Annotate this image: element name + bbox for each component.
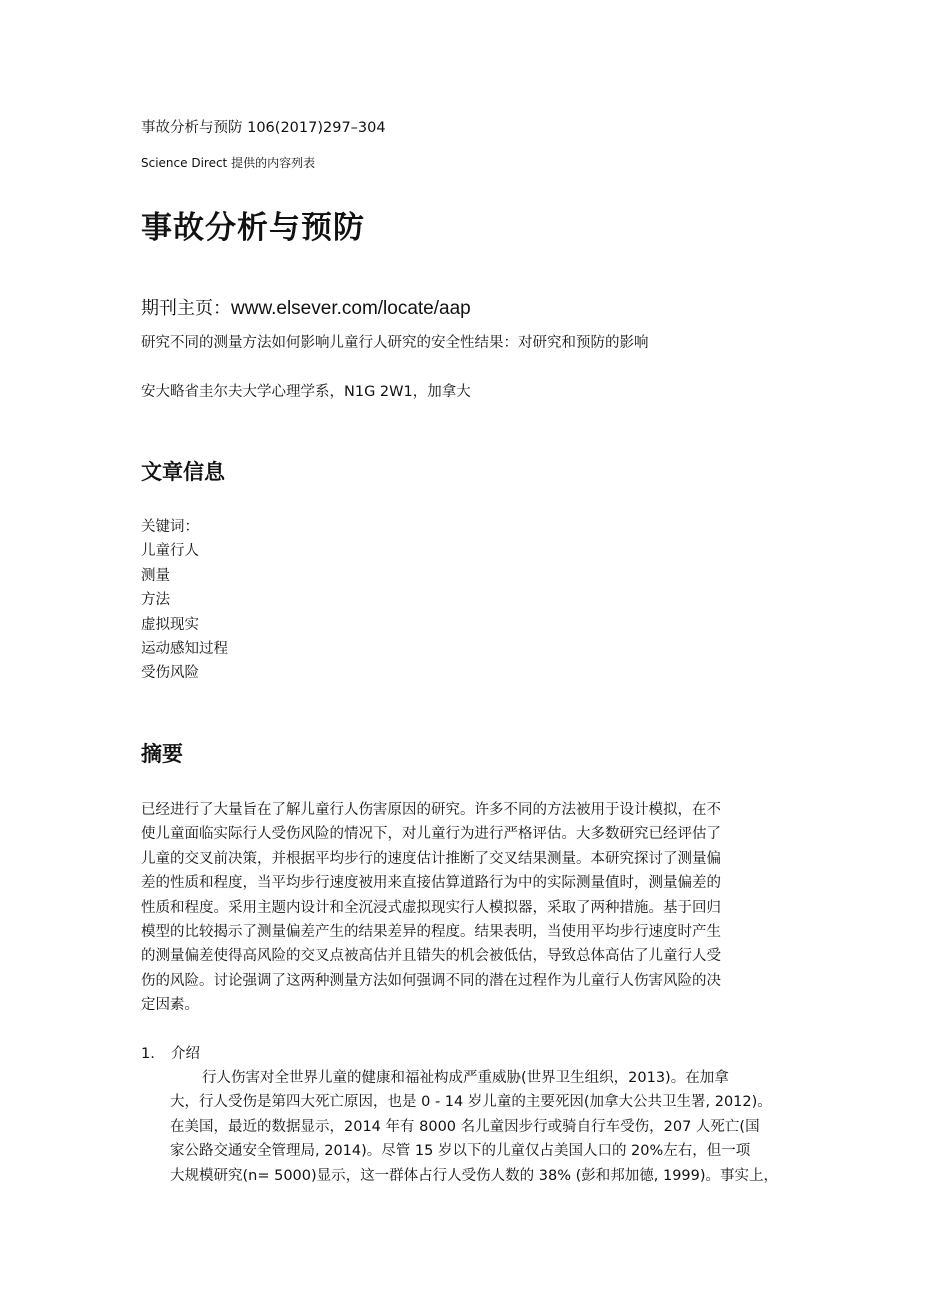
abstract-heading: 摘要 <box>141 742 183 766</box>
introduction-line: 大规模研究(n= 5000)显示，这一群体占行人受伤人数的 38% (彭和邦加德, 1999)。事实上， <box>170 1167 779 1184</box>
abstract-line: 定因素。 <box>141 997 199 1014</box>
keyword-item: 运动感知过程 <box>141 641 228 658</box>
abstract-line: 使儿童面临实际行人受伤风险的情况下，对儿童行为进行严格评估。大多数研究已经评估了 <box>141 826 721 843</box>
introduction-line: 在美国，最近的数据显示，2014 年有 8000 名儿童因步行或骑自行车受伤，207 人死亡(国 <box>170 1118 760 1135</box>
section-number: 1. <box>141 1046 155 1062</box>
abstract-line: 已经进行了大量旨在了解儿童行人伤害原因的研究。许多不同的方法被用于设计模拟，在不 <box>141 802 721 818</box>
introduction-line: 大，行人受伤是第四大死亡原因，也是 0 - 14 岁儿童的主要死因(加拿大公共卫生署, 2012)。 <box>170 1094 772 1111</box>
keyword-item: 虚拟现实 <box>141 616 199 633</box>
homepage-label: 期刊主页： <box>141 298 231 319</box>
article-title: 研究不同的测量方法如何影响儿童行人研究的安全性结果：对研究和预防的影响 <box>141 335 649 351</box>
section-title: 介绍 <box>171 1046 200 1062</box>
keyword-item: 测量 <box>141 567 170 584</box>
abstract-line: 伤的风险。讨论强调了这两种测量方法如何强调不同的潜在过程作为儿童行人伤害风险的决 <box>141 972 721 989</box>
homepage-link[interactable]: www.elsever.com/locate/aap <box>231 298 471 319</box>
keyword-item: 受伤风险 <box>141 665 199 682</box>
abstract-line: 模型的比较揭示了测量偏差产生的结果差异的程度。结果表明，当使用平均步行速度时产生 <box>141 924 721 941</box>
abstract-body <box>141 798 791 1018</box>
article-info-heading: 文章信息 <box>141 460 225 484</box>
introduction-heading <box>141 1042 200 1063</box>
abstract-line: 的测量偏差使得高风险的交叉点被高估并且错失的机会被低估，导致总体高估了儿童行人受 <box>141 948 721 965</box>
introduction-body <box>170 1066 795 1188</box>
keywords-list <box>141 515 228 686</box>
contents-list-line: Science Direct 提供的内容列表 <box>141 156 316 170</box>
journal-citation: 事故分析与预防 106(2017)297–304 <box>141 120 386 136</box>
abstract-line: 儿童的交叉前决策，并根据平均步行的速度估计推断了交叉结果测量。本研究探讨了测量偏 <box>141 850 721 867</box>
keyword-item: 方法 <box>141 592 170 609</box>
keyword-item: 儿童行人 <box>141 543 199 560</box>
journal-homepage <box>141 294 471 320</box>
introduction-line: 家公路交通安全管理局, 2014)。尽管 15 岁以下的儿童仅占美国人口的 20%左右，但一项 <box>170 1143 751 1160</box>
author-affiliation: 安大略省圭尔夫大学心理学系，N1G 2W1，加拿大 <box>141 384 471 400</box>
abstract-line: 差的性质和程度，当平均步行速度被用来直接估算道路行为中的实际测量值时，测量偏差的 <box>141 875 721 892</box>
abstract-line: 性质和程度。采用主题内设计和全沉浸式虚拟现实行人模拟器，采取了两种措施。基于回归 <box>141 899 721 916</box>
keywords-label: 关键词： <box>141 519 199 535</box>
journal-title: 事故分析与预防 <box>141 210 365 246</box>
introduction-line: 行人伤害对全世界儿童的健康和福祉构成严重威胁(世界卫生组织，2013)。在加拿 <box>202 1070 729 1086</box>
